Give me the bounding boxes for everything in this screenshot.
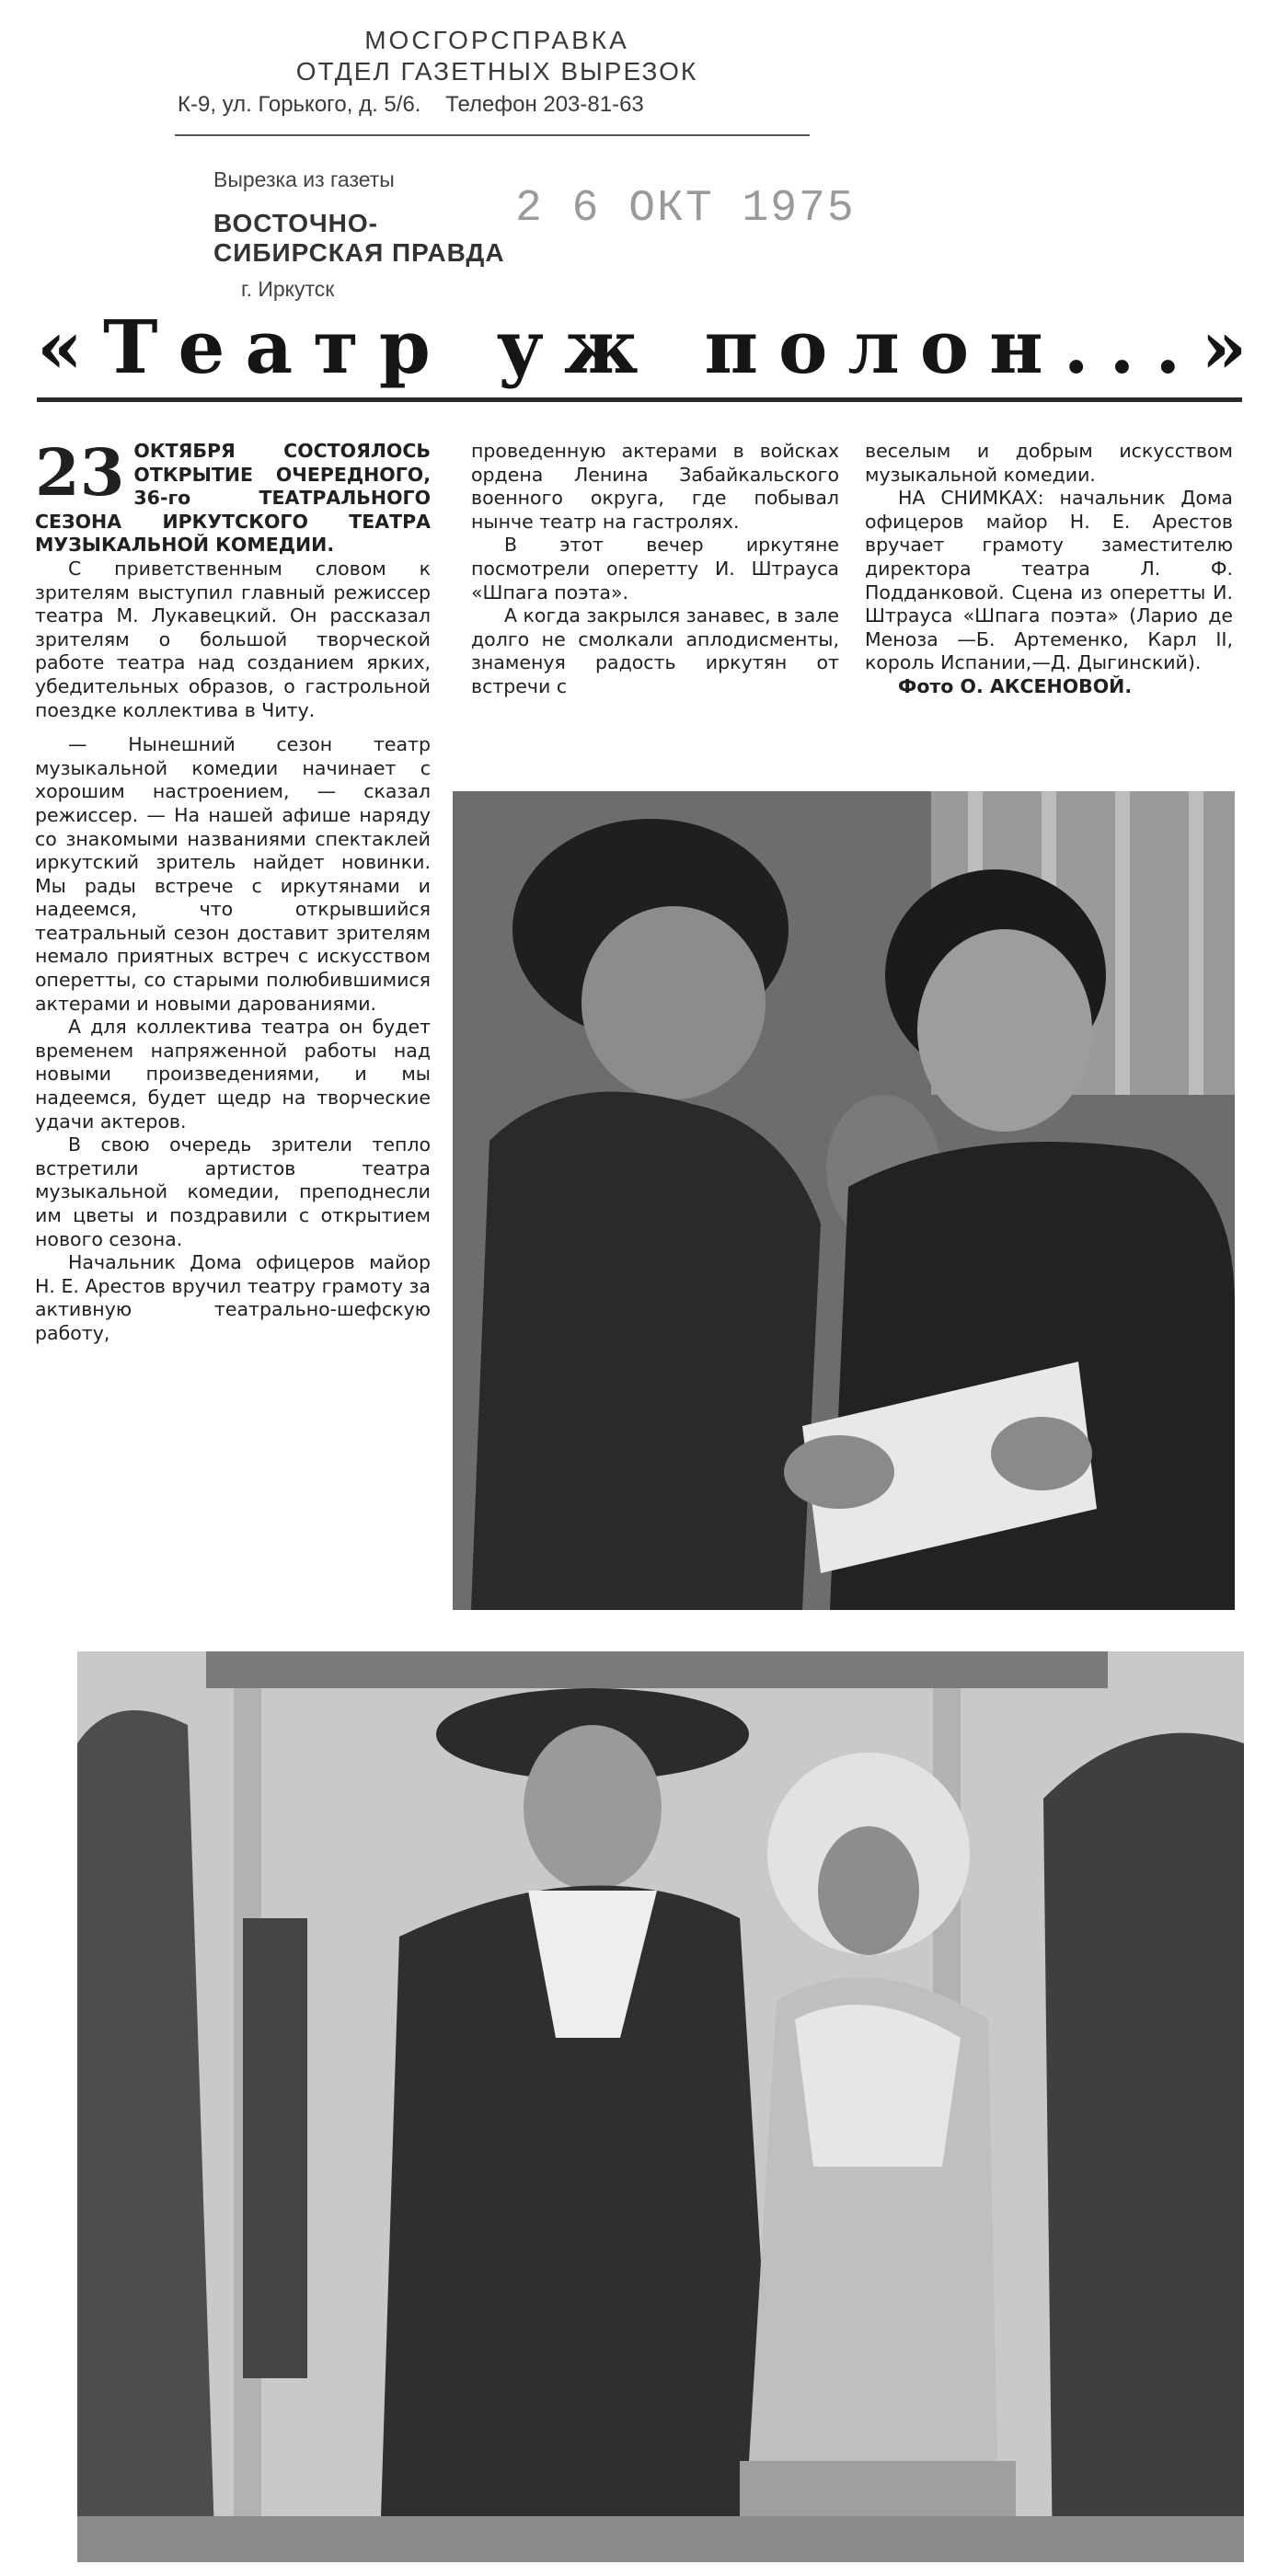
- date-stamp: 2 6 ОКТ 1975: [515, 184, 856, 234]
- paragraph: Начальник Дома офицеров майор Н. Е. Арестов вручил театру грамоту за активную театрально-шефскую работу,: [35, 1251, 431, 1344]
- stamp-divider: [175, 134, 810, 136]
- clipping-label: Вырезка из газеты: [213, 167, 395, 191]
- photo-credit: Фото О. АКСЕНОВОЙ.: [898, 674, 1133, 697]
- drop-cap-number: 23: [35, 434, 125, 511]
- stamp-department: ОТДЕЛ ГАЗЕТНЫХ ВЫРЕЗОК: [295, 57, 698, 86]
- article-column-3: [865, 440, 1233, 699]
- stamp-agency: МОСГОРСПРАВКА: [364, 26, 629, 54]
- photo-caption: НА СНИМКАХ: начальник Дома офицеров майор Н. Е. Арестов вручает грамоту заместителю директора театра Л. Ф. Подданковой. Сцена из оперетты И. Штрауса «Шпага поэта» (Ларио де Меноза —Б. Артеменко, Карл II, король Испании,—Д. Дыгинский).: [865, 487, 1233, 674]
- lead-paragraph: [35, 434, 431, 558]
- paragraph: веселым и добрым искусством музыкальной комедии.: [865, 440, 1233, 486]
- paragraph: В этот вечер иркутяне посмотрели оперетту И. Штрауса «Шпага поэта».: [471, 534, 839, 604]
- stamp-address: К-9, ул. Горького, д. 5/6. Телефон 203-81-63: [178, 92, 644, 117]
- newspaper-name: ВОСТОЧНО- СИБИРСКАЯ ПРАВДА: [213, 209, 505, 267]
- archive-stamp: [175, 26, 819, 118]
- article-headline: «Театр уж полон...»: [37, 304, 1268, 390]
- paragraph: проведенную актерами в войсках ордена Ленина Забайкальского военного округа, где побывал нынче театр на гастролях.: [471, 440, 839, 533]
- lead-caps-text: ОКТЯБРЯ СОСТОЯЛОСЬ ОТКРЫТИЕ ОЧЕРЕДНОГО, 36-го ТЕАТРАЛЬНОГО СЕЗОНА ИРКУТСКОГО ТЕАТРА МУЗЫКАЛЬНОЙ КОМЕДИИ.: [35, 440, 431, 557]
- photo-stage-scene: [77, 1651, 1244, 2562]
- article-column-2: [471, 440, 839, 699]
- headline-divider: [37, 397, 1242, 402]
- newspaper-city: г. Иркутск: [241, 277, 335, 301]
- paragraph: А для коллектива театра он будет временем напряженной работы над новыми произведениями, и мы надеемся, будет щедр на творческие удачи актеров.: [35, 1016, 431, 1133]
- article-column-1: [35, 434, 431, 1346]
- paragraph: В свою очередь зрители тепло встретили артистов театра музыкальной комедии, преподнесли им цветы и поздравили с открытием нового сезона.: [35, 1133, 431, 1250]
- paragraph: С приветственным словом к зрителям выступил главный режиссер театра М. Лукавецкий. Он рассказал зрителям о большой творческой работе театра над созданием ярких, убедительных образов, о гастрольной поездке коллектива в Читу.: [35, 557, 431, 721]
- paragraph: — Нынешний сезон театр музыкальной комедии начинает с хорошим настроением, — сказал режиссер. — На нашей афише наряду со знакомыми названиями спектаклей иркутский зритель найдет новинки. Мы рады встрече с иркутянами и надеемся, что открывшийся театральный сезон доставит зрителям немало приятных встреч с искусством оперетты, со старыми полюбившимися актерами и новыми дарованиями.: [35, 733, 431, 1015]
- photo-award-ceremony: [453, 791, 1235, 1610]
- paragraph: А когда закрылся занавес, в зале долго не смолкали аплодисменты, знаменуя радость иркутян от встречи с: [471, 604, 839, 697]
- clipping-source: [213, 167, 545, 302]
